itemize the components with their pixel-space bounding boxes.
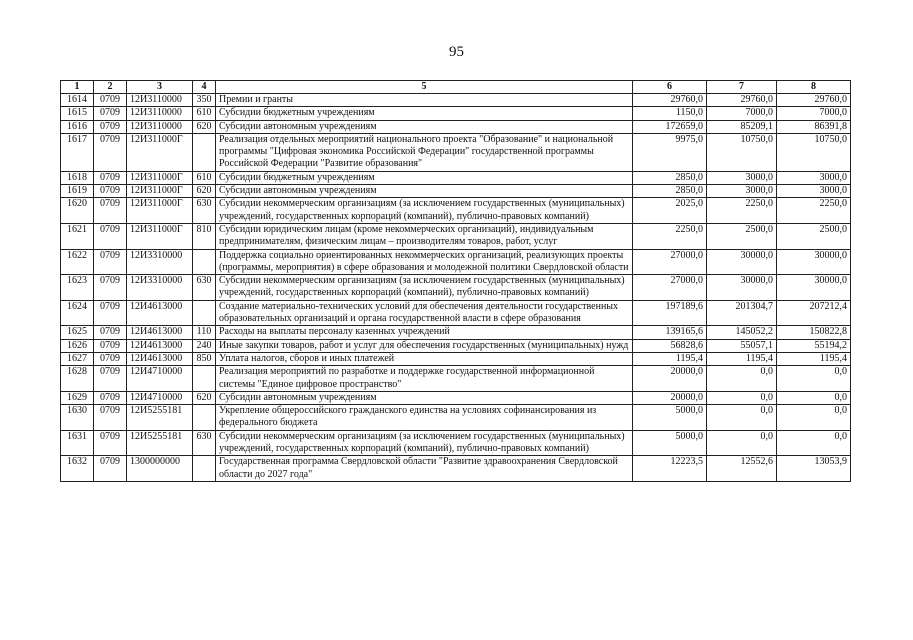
target-article-code: 12И4613000 — [127, 339, 193, 352]
amount-col7: 30000,0 — [707, 249, 777, 275]
header-cell: 6 — [633, 81, 707, 94]
amount-col7: 2500,0 — [707, 223, 777, 249]
amount-col7: 145052,2 — [707, 326, 777, 339]
target-article-code: 12И3110000 — [127, 94, 193, 107]
header-cell: 2 — [94, 81, 127, 94]
amount-col7: 12552,6 — [707, 456, 777, 482]
amount-col7: 2250,0 — [707, 198, 777, 224]
table-row — [61, 300, 851, 326]
target-article-code: 12И4613000 — [127, 352, 193, 365]
table-row — [61, 405, 851, 431]
row-number: 1621 — [61, 223, 94, 249]
item-description: Государственная программа Свердловской области "Развитие здравоохранения Свердловской области до 2027 года" — [216, 456, 633, 482]
amount-col8: 1195,4 — [777, 352, 851, 365]
header-cell: 5 — [216, 81, 633, 94]
section-code: 0709 — [94, 352, 127, 365]
amount-col8: 30000,0 — [777, 275, 851, 301]
row-number: 1618 — [61, 171, 94, 184]
item-description: Создание материально-технических условий для обеспечения деятельности государственных образовательных организаций и органа государственной власти в сфере образования — [216, 300, 633, 326]
section-code: 0709 — [94, 326, 127, 339]
amount-col7: 29760,0 — [707, 94, 777, 107]
amount-col6: 2025,0 — [633, 198, 707, 224]
row-number: 1617 — [61, 133, 94, 171]
section-code: 0709 — [94, 456, 127, 482]
header-cell: 1 — [61, 81, 94, 94]
amount-col8: 55194,2 — [777, 339, 851, 352]
expense-type-code — [193, 456, 216, 482]
table-row — [61, 133, 851, 171]
row-number: 1620 — [61, 198, 94, 224]
section-code: 0709 — [94, 185, 127, 198]
section-code: 0709 — [94, 430, 127, 456]
target-article-code: 12И3110000 — [127, 107, 193, 120]
amount-col6: 2850,0 — [633, 185, 707, 198]
amount-col8: 207212,4 — [777, 300, 851, 326]
amount-col6: 2850,0 — [633, 171, 707, 184]
header-row — [61, 81, 851, 94]
table-row — [61, 366, 851, 392]
section-code: 0709 — [94, 339, 127, 352]
table-row — [61, 94, 851, 107]
amount-col7: 3000,0 — [707, 185, 777, 198]
target-article-code: 12И311000Г — [127, 223, 193, 249]
section-code: 0709 — [94, 223, 127, 249]
amount-col7: 3000,0 — [707, 171, 777, 184]
item-description: Иные закупки товаров, работ и услуг для обеспечения государственных (муниципальных) нужд — [216, 339, 633, 352]
amount-col7: 201304,7 — [707, 300, 777, 326]
table-row — [61, 456, 851, 482]
table-row — [61, 107, 851, 120]
target-article-code: 12И4613000 — [127, 300, 193, 326]
amount-col8: 3000,0 — [777, 185, 851, 198]
row-number: 1614 — [61, 94, 94, 107]
amount-col6: 5000,0 — [633, 405, 707, 431]
amount-col7: 7000,0 — [707, 107, 777, 120]
amount-col8: 2250,0 — [777, 198, 851, 224]
section-code: 0709 — [94, 249, 127, 275]
item-description: Субсидии некоммерческим организациям (за исключением государственных (муниципальных) учреждений, государственных корпораций (компаний), публично-правовых компаний) — [216, 430, 633, 456]
amount-col6: 12223,5 — [633, 456, 707, 482]
amount-col8: 30000,0 — [777, 249, 851, 275]
target-article-code: 12И5255181 — [127, 430, 193, 456]
amount-col6: 27000,0 — [633, 275, 707, 301]
item-description: Поддержка социально ориентированных некоммерческих организаций, реализующих проекты (программы, мероприятия) в сфере образования и молодежной политики Свердловской области — [216, 249, 633, 275]
target-article-code: 12И5255181 — [127, 405, 193, 431]
row-number: 1615 — [61, 107, 94, 120]
amount-col8: 7000,0 — [777, 107, 851, 120]
expense-type-code — [193, 249, 216, 275]
amount-col8: 0,0 — [777, 391, 851, 404]
amount-col8: 10750,0 — [777, 133, 851, 171]
expense-type-code — [193, 405, 216, 431]
item-description: Субсидии автономным учреждениям — [216, 185, 633, 198]
section-code: 0709 — [94, 94, 127, 107]
expense-type-code: 620 — [193, 185, 216, 198]
amount-col7: 0,0 — [707, 366, 777, 392]
amount-col8: 13053,9 — [777, 456, 851, 482]
row-number: 1622 — [61, 249, 94, 275]
section-code: 0709 — [94, 171, 127, 184]
expense-type-code: 850 — [193, 352, 216, 365]
amount-col6: 197189,6 — [633, 300, 707, 326]
expense-type-code: 240 — [193, 339, 216, 352]
section-code: 0709 — [94, 120, 127, 133]
item-description: Реализация отдельных мероприятий национального проекта "Образование" и национальной программы "Цифровая экономика Российской Федерации" государственной программы Российской Федерации "Развитие образования" — [216, 133, 633, 171]
expense-type-code — [193, 366, 216, 392]
expense-type-code — [193, 133, 216, 171]
item-description: Субсидии автономным учреждениям — [216, 391, 633, 404]
header-cell: 8 — [777, 81, 851, 94]
amount-col8: 0,0 — [777, 430, 851, 456]
expense-type-code: 620 — [193, 120, 216, 133]
item-description: Реализация мероприятий по разработке и поддержке государственной информационной системы "Единое цифровое пространство" — [216, 366, 633, 392]
budget-table — [60, 80, 851, 482]
item-description: Уплата налогов, сборов и иных платежей — [216, 352, 633, 365]
page-number: 95 — [449, 44, 464, 60]
item-description: Укрепление общероссийского гражданского единства на условиях софинансирования из федерального бюджета — [216, 405, 633, 431]
amount-col8: 3000,0 — [777, 171, 851, 184]
row-number: 1624 — [61, 300, 94, 326]
table-row — [61, 391, 851, 404]
target-article-code: 1300000000 — [127, 456, 193, 482]
table-row — [61, 339, 851, 352]
amount-col8: 150822,8 — [777, 326, 851, 339]
table-row — [61, 249, 851, 275]
item-description: Премии и гранты — [216, 94, 633, 107]
amount-col8: 2500,0 — [777, 223, 851, 249]
target-article-code: 12И3310000 — [127, 249, 193, 275]
amount-col6: 20000,0 — [633, 366, 707, 392]
section-code: 0709 — [94, 300, 127, 326]
section-code: 0709 — [94, 405, 127, 431]
table-row — [61, 326, 851, 339]
row-number: 1632 — [61, 456, 94, 482]
target-article-code: 12И3310000 — [127, 275, 193, 301]
row-number: 1627 — [61, 352, 94, 365]
amount-col7: 1195,4 — [707, 352, 777, 365]
row-number: 1628 — [61, 366, 94, 392]
amount-col6: 56828,6 — [633, 339, 707, 352]
expense-type-code — [193, 300, 216, 326]
expense-type-code: 630 — [193, 198, 216, 224]
row-number: 1619 — [61, 185, 94, 198]
amount-col6: 29760,0 — [633, 94, 707, 107]
target-article-code: 12И4710000 — [127, 366, 193, 392]
item-description: Расходы на выплаты персоналу казенных учреждений — [216, 326, 633, 339]
amount-col7: 85209,1 — [707, 120, 777, 133]
table-row — [61, 352, 851, 365]
expense-type-code: 810 — [193, 223, 216, 249]
expense-type-code: 630 — [193, 430, 216, 456]
amount-col6: 9975,0 — [633, 133, 707, 171]
amount-col8: 86391,8 — [777, 120, 851, 133]
header-cell: 4 — [193, 81, 216, 94]
table-row — [61, 120, 851, 133]
section-code: 0709 — [94, 133, 127, 171]
target-article-code: 12И4710000 — [127, 391, 193, 404]
amount-col8: 29760,0 — [777, 94, 851, 107]
row-number: 1616 — [61, 120, 94, 133]
row-number: 1631 — [61, 430, 94, 456]
target-article-code: 12И311000Г — [127, 133, 193, 171]
amount-col6: 172659,0 — [633, 120, 707, 133]
item-description: Субсидии бюджетным учреждениям — [216, 171, 633, 184]
expense-type-code: 610 — [193, 171, 216, 184]
header-cell: 7 — [707, 81, 777, 94]
amount-col6: 1195,4 — [633, 352, 707, 365]
section-code: 0709 — [94, 391, 127, 404]
row-number: 1629 — [61, 391, 94, 404]
target-article-code: 12И311000Г — [127, 185, 193, 198]
amount-col6: 20000,0 — [633, 391, 707, 404]
header-cell: 3 — [127, 81, 193, 94]
section-code: 0709 — [94, 198, 127, 224]
table-row — [61, 430, 851, 456]
amount-col7: 0,0 — [707, 405, 777, 431]
row-number: 1625 — [61, 326, 94, 339]
amount-col6: 5000,0 — [633, 430, 707, 456]
item-description: Субсидии некоммерческим организациям (за исключением государственных (муниципальных) учреждений, государственных корпораций (компаний), публично-правовых компаний) — [216, 198, 633, 224]
table-row — [61, 223, 851, 249]
row-number: 1623 — [61, 275, 94, 301]
expense-type-code: 620 — [193, 391, 216, 404]
target-article-code: 12И3110000 — [127, 120, 193, 133]
amount-col8: 0,0 — [777, 405, 851, 431]
amount-col7: 30000,0 — [707, 275, 777, 301]
expense-type-code: 630 — [193, 275, 216, 301]
table-row — [61, 185, 851, 198]
amount-col7: 55057,1 — [707, 339, 777, 352]
amount-col8: 0,0 — [777, 366, 851, 392]
target-article-code: 12И311000Г — [127, 198, 193, 224]
target-article-code: 12И4613000 — [127, 326, 193, 339]
table-row — [61, 275, 851, 301]
amount-col7: 10750,0 — [707, 133, 777, 171]
amount-col6: 1150,0 — [633, 107, 707, 120]
table-row — [61, 198, 851, 224]
section-code: 0709 — [94, 366, 127, 392]
row-number: 1630 — [61, 405, 94, 431]
amount-col6: 139165,6 — [633, 326, 707, 339]
expense-type-code: 110 — [193, 326, 216, 339]
expense-type-code: 610 — [193, 107, 216, 120]
expense-type-code: 350 — [193, 94, 216, 107]
item-description: Субсидии автономным учреждениям — [216, 120, 633, 133]
section-code: 0709 — [94, 275, 127, 301]
amount-col7: 0,0 — [707, 391, 777, 404]
section-code: 0709 — [94, 107, 127, 120]
amount-col6: 2250,0 — [633, 223, 707, 249]
row-number: 1626 — [61, 339, 94, 352]
target-article-code: 12И311000Г — [127, 171, 193, 184]
item-description: Субсидии бюджетным учреждениям — [216, 107, 633, 120]
item-description: Субсидии некоммерческим организациям (за исключением государственных (муниципальных) учреждений, государственных корпораций (компаний), публично-правовых компаний) — [216, 275, 633, 301]
table-row — [61, 171, 851, 184]
amount-col6: 27000,0 — [633, 249, 707, 275]
amount-col7: 0,0 — [707, 430, 777, 456]
item-description: Субсидии юридическим лицам (кроме некоммерческих организаций), индивидуальным предпринимателям, физическим лицам – производителям товаров, работ, услуг — [216, 223, 633, 249]
